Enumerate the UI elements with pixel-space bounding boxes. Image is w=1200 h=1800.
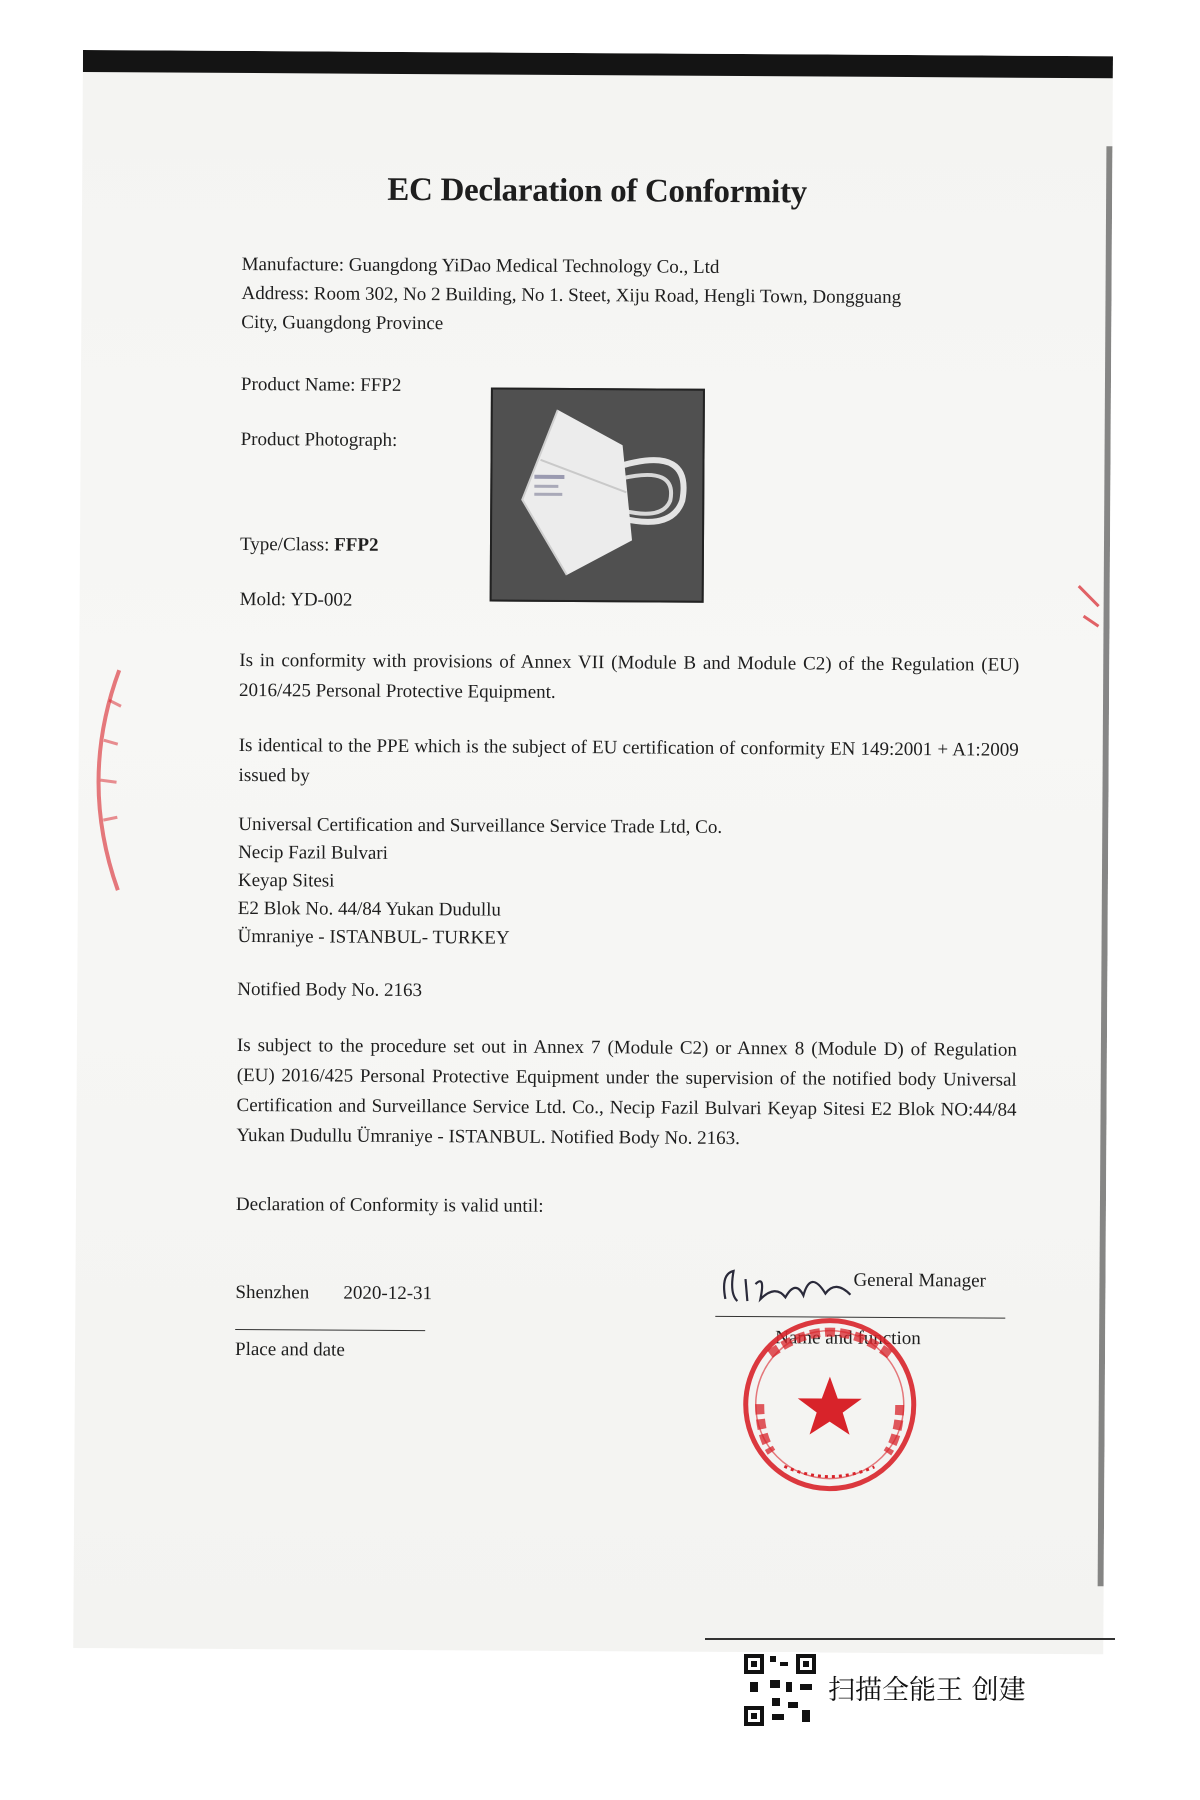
procedure-paragraph: Is subject to the procedure set out in Annex 7 (Module C2) or Annex 8 (Module D) of Regulation (EU) 2016/425 Personal Protective Equipment under the supervision of the notified body Universal Certification and Surveillance Service Ltd. Co., Necip Fazil Bulvari Keyap Sitesi E2 Blok NO:44/84 Yukan Dudullu Ümraniye - ISTANBUL. Notified Body No. 2163. <box>236 1034 1017 1150</box>
valid-until-label: Declaration of Conformity is valid until: <box>235 1193 544 1217</box>
issuer-address-line: Universal Certification and Surveillance Service Trade Ltd, Co. <box>238 813 723 838</box>
scanned-document <box>73 50 1113 1654</box>
type-class-value: FFP2 <box>334 534 379 556</box>
scan-top-edge <box>83 50 1113 78</box>
signatory-title: General Manager <box>853 1269 986 1292</box>
notified-body: Notified Body No. 2163 <box>237 978 423 1002</box>
scan-right-edge <box>1098 146 1113 1586</box>
issuer-address-line: Keyap Sitesi <box>237 869 335 892</box>
scanner-app-watermark: 扫描全能王 创建 <box>828 1675 1026 1706</box>
type-class-label: Type/Class: <box>239 533 335 556</box>
partial-stamp-right-edge <box>1073 576 1103 656</box>
product-photograph <box>490 387 705 602</box>
product-photograph-label: Product Photograph: <box>240 428 398 451</box>
partial-stamp-left-edge <box>78 660 139 900</box>
qr-code-icon <box>742 1652 818 1728</box>
type-class <box>240 531 379 560</box>
product-name: Product Name: FFP2 <box>240 373 402 396</box>
address-line-2: City, Guangdong Province <box>241 311 444 335</box>
ffp2-mask-image <box>492 390 703 601</box>
handwritten-signature <box>715 1249 935 1320</box>
conformity-paragraph-1: Is in conformity with provisions of Annex VII (Module B and Module C2) of the Regulation (EU) 2016/425 Personal Protective Equipment. <box>239 649 1020 703</box>
name-function-label: Name and function <box>775 1327 921 1350</box>
footer-line <box>705 1638 1115 1640</box>
mold: Mold: YD-002 <box>239 588 353 611</box>
place: Shenzhen <box>235 1281 310 1304</box>
address-line-1: Address: Room 302, No 2 Building, No 1. Steet, Xiju Road, Hengli Town, Dongguang <box>241 282 902 309</box>
place-date-underline <box>235 1329 425 1331</box>
company-seal <box>739 1314 920 1495</box>
manufacturer-line: Manufacture: Guangdong YiDao Medical Technology Co., Ltd <box>241 253 720 278</box>
issuer-address-line: Ümraniye - ISTANBUL- TURKEY <box>237 925 510 949</box>
issuer-address-line: E2 Blok No. 44/84 Yukan Dudullu <box>237 897 502 921</box>
date: 2020-12-31 <box>343 1282 433 1305</box>
document-title: EC Declaration of Conformity <box>387 171 808 211</box>
place-date-label: Place and date <box>235 1338 345 1361</box>
issuer-address-line: Necip Fazil Bulvari <box>238 841 389 864</box>
conformity-paragraph-2: Is identical to the PPE which is the subject of EU certification of conformity EN 149:2001 + A1:2009 issued by <box>238 734 1019 787</box>
